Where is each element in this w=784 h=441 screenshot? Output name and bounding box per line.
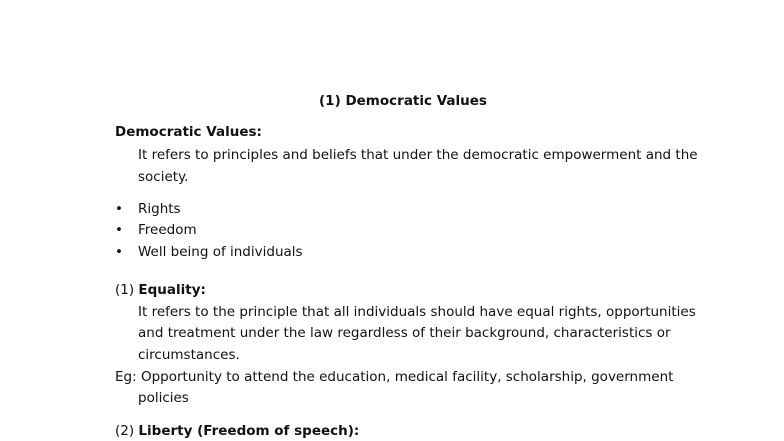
- paragraph-line: society.: [138, 169, 189, 185]
- example-line-continued: policies: [138, 390, 189, 406]
- paragraph-line: and treatment under the law regardless of their background, characteristics or: [138, 325, 671, 341]
- bullet-icon: •: [115, 201, 123, 217]
- list-item-text: Freedom: [138, 222, 197, 238]
- section-heading-text: Equality:: [138, 282, 206, 298]
- document-title: (1) Democratic Values: [319, 93, 487, 109]
- paragraph-line: It refers to the principle that all individuals should have equal rights, opportunities: [138, 304, 696, 320]
- bullet-icon: •: [115, 222, 123, 238]
- list-item: [115, 199, 181, 221]
- section-heading-text: Liberty (Freedom of speech):: [138, 423, 360, 439]
- list-item: [115, 220, 197, 242]
- example-text: Opportunity to attend the education, medical facility, scholarship, government: [140, 369, 674, 385]
- section-heading-democratic-values: Democratic Values:: [115, 124, 262, 140]
- list-item-text: Well being of individuals: [138, 244, 303, 260]
- section-heading-equality: [115, 280, 206, 302]
- bullet-icon: •: [115, 244, 123, 260]
- list-item-text: Rights: [138, 201, 181, 217]
- example-label: Eg:: [115, 369, 141, 385]
- section-heading-liberty: [115, 421, 359, 441]
- paragraph-line: circumstances.: [138, 347, 240, 363]
- section-number: (2): [115, 423, 139, 439]
- example-line: [115, 367, 673, 389]
- list-item: [115, 242, 303, 264]
- section-number: (1): [115, 282, 139, 298]
- paragraph-line: It refers to principles and beliefs that under the democratic empowerment and the: [138, 147, 698, 163]
